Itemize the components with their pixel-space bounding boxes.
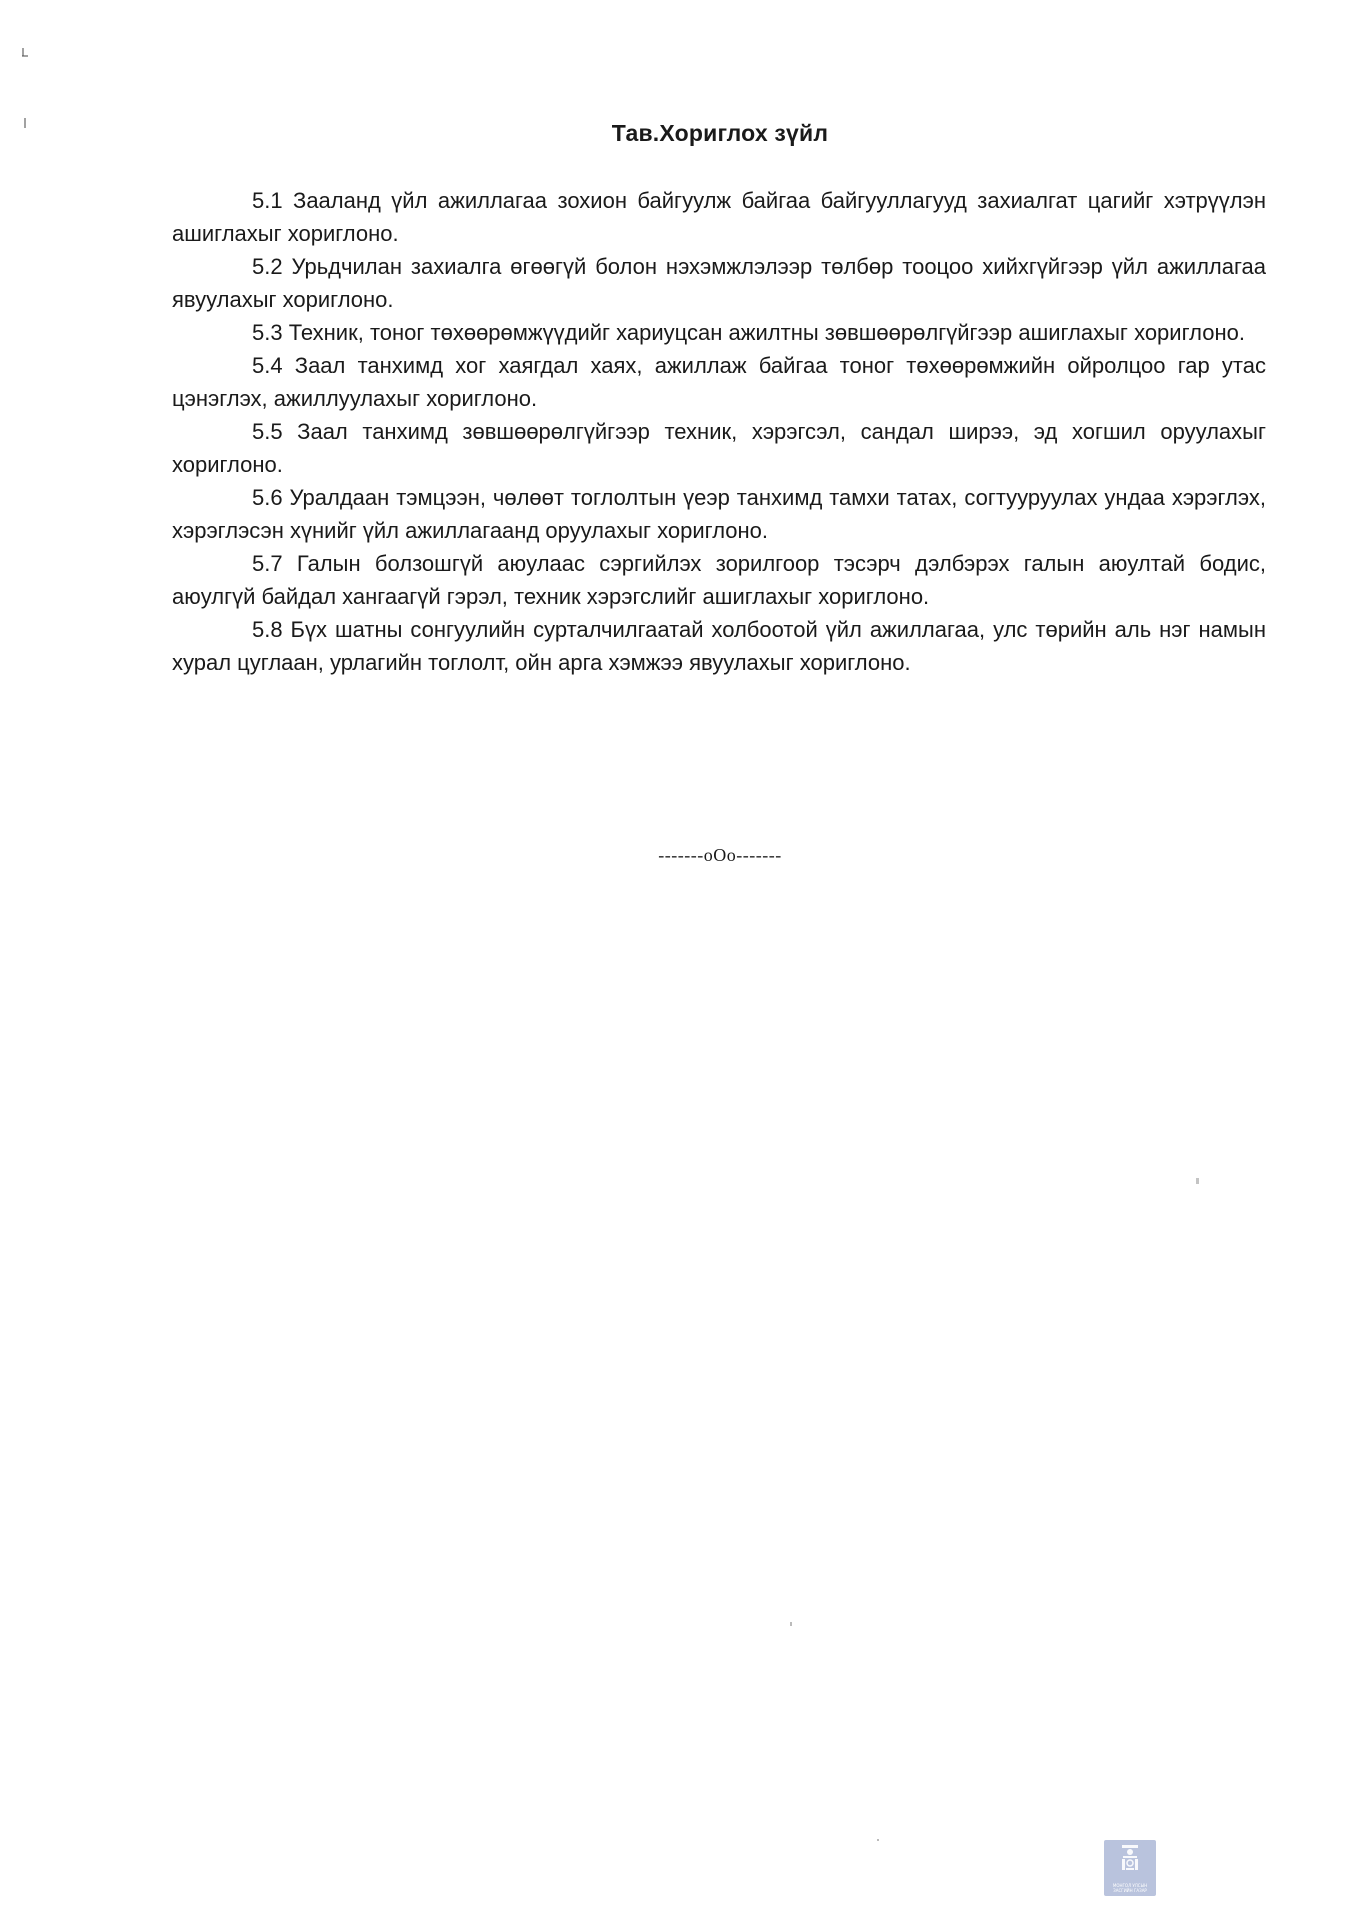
- soyombo-emblem-icon: [1120, 1845, 1140, 1871]
- scan-artifact: [22, 55, 28, 57]
- clause-list: [172, 184, 1266, 679]
- clause-5-3: 5.3 Техник, тоног төхөөрөмжүүдийг хариуцсан ажилтны зөвшөөрөлгүйгээр ашиглахыг хориглоно.: [252, 320, 1245, 345]
- clause-5-5: 5.5 Заал танхимд зөвшөөрөлгүйгээр техник, хэрэгсэл, сандал ширээ, эд хогшил оруулахыг хориглоно.: [172, 419, 1266, 477]
- clause-5-6: 5.6 Уралдаан тэмцээн, чөлөөт тоглолтын үеэр танхимд тамхи татах, согтууруулах ундаа хэрэглэх, хэрэглэсэн хүнийг үйл ажиллагаанд оруулахыг хориглоно.: [172, 485, 1266, 543]
- clause-5-1: 5.1 Зааланд үйл ажиллагаа зохион байгуулж байгаа байгууллагууд захиалгат цагийг хэтрүүлэн ашиглахыг хориглоно.: [172, 188, 1266, 246]
- section-title: Тав.Хориглох зүйл: [611, 120, 829, 146]
- scan-artifact: [1196, 1178, 1199, 1184]
- scan-artifact: [790, 1622, 792, 1626]
- seal-line-2: ЗАСГИЙН ГАЗАР: [1113, 1888, 1147, 1893]
- clause-5-7: 5.7 Галын болзошгүй аюулаас сэргийлэх зорилгоор тэсэрч дэлбэрэх галын аюултай бодис, аюулгүй байдал хангаагүй гэрэл, техник хэрэгслийг ашиглахыг хориглоно.: [172, 551, 1266, 609]
- clause-5-2: 5.2 Урьдчилан захиалга өгөөгүй болон нэхэмжлэлээр төлбөр тооцоо хийхгүйгээр үйл ажиллагаа явуулахыг хориглоно.: [172, 254, 1266, 312]
- scan-artifact: [877, 1839, 879, 1841]
- seal-line-1: МОНГОЛ УЛСЫН: [1112, 1883, 1148, 1888]
- end-mark: -------oOo-------: [658, 845, 782, 865]
- government-seal: [1104, 1840, 1156, 1896]
- clause-5-8: 5.8 Бүх шатны сонгуулийн сурталчилгаатай холбоотой үйл ажиллагаа, улс төрийн аль нэг намын хурал цуглаан, урлагийн тоглолт, ойн арга хэмжээ явуулахыг хориглоно.: [172, 617, 1266, 675]
- clause-5-4: 5.4 Заал танхимд хог хаягдал хаях, ажиллаж байгаа тоног төхөөрөмжийн ойролцоо гар утас цэнэглэх, ажиллуулахыг хориглоно.: [172, 353, 1266, 411]
